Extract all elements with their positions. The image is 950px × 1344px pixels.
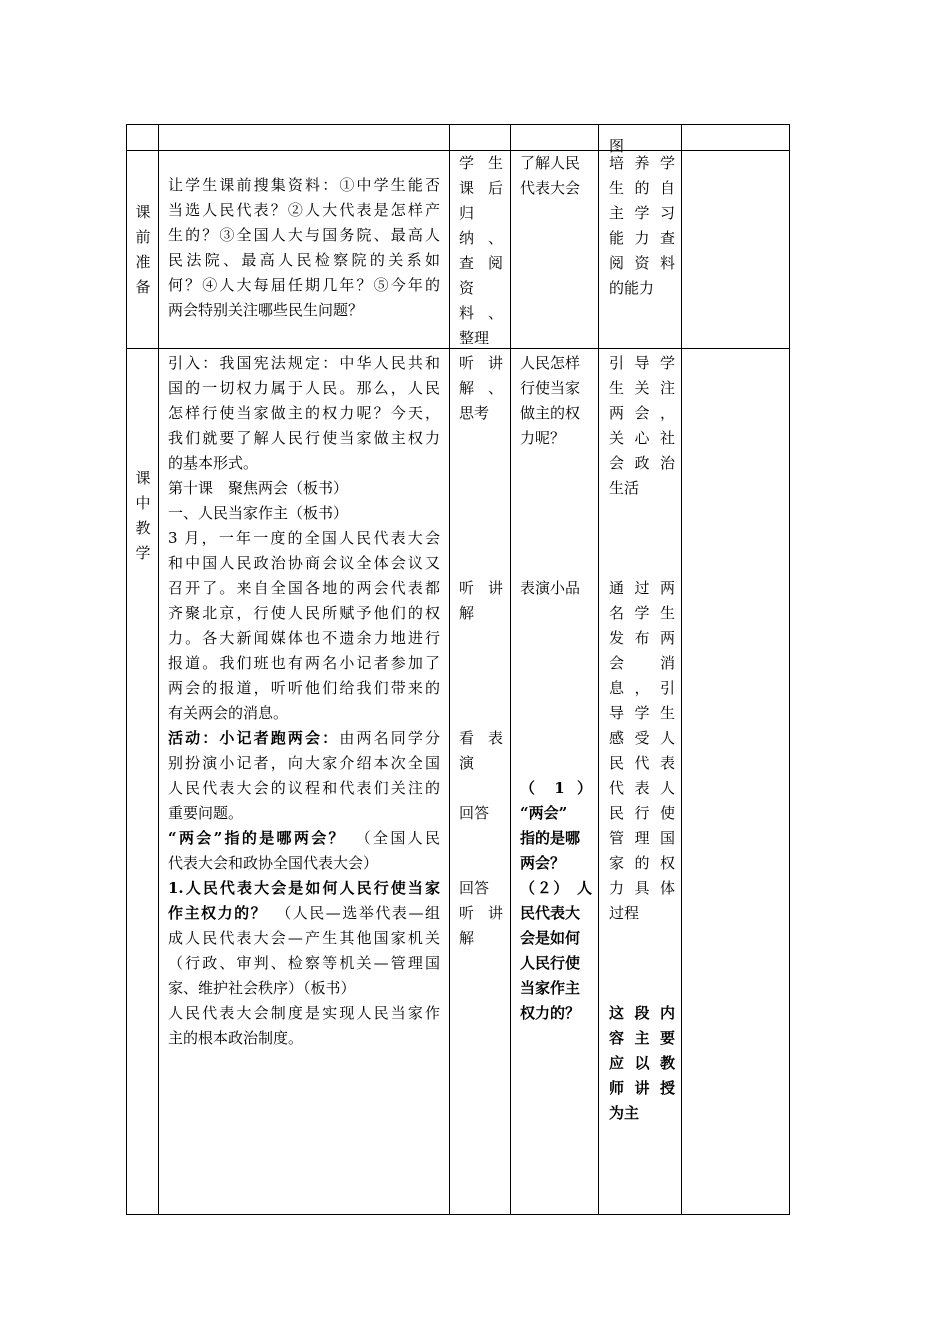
row2-student-line: 演 (459, 754, 475, 772)
row2-content-line: 主的根本政治制度。 (168, 1029, 304, 1047)
row2-student-block (459, 576, 503, 626)
row2-label-text: 课中教学 (135, 469, 151, 562)
row1-student-line: 课 后 (459, 179, 503, 197)
row2-intent-line: 代 表 人 (609, 779, 675, 797)
row2-content-line (168, 876, 440, 901)
row1-intent-line: 的能力 (609, 279, 655, 297)
row2-student-block (459, 801, 503, 826)
row2-goal-line: 当家作主 (520, 979, 581, 997)
row1-content-line: 民法院、最高人民检察院的关系如 (168, 251, 440, 269)
row2-student-line: 听 讲 (459, 354, 503, 372)
row2-content-line: 一、人民当家作主（板书） (168, 504, 349, 522)
row2-goal-line: “两会” (520, 804, 568, 822)
table-col-divider-1 (158, 124, 159, 1215)
row1-student-line: 归 (459, 204, 475, 222)
row1-intent-cell (609, 151, 675, 301)
row2-content-line (168, 901, 440, 926)
row2-intent-line: 生 关 注 (609, 379, 675, 397)
row2-goal-block (520, 876, 592, 1026)
row2-content-line: 和中国人民政治协商会议全体会议又 (168, 554, 440, 572)
row2-intent-block (609, 576, 675, 926)
row1-content-line: 当选人民代表？②人大代表是怎样产 (168, 201, 440, 219)
row2-content-line: 引入：我国宪法规定：中华人民共和 (168, 354, 440, 372)
row2-goal-block (520, 576, 592, 601)
row2-content-line: 国的一切权力属于人民。那么，人民 (168, 379, 440, 397)
row2-goal-line: 力呢？ (520, 429, 566, 447)
row2-intent-line: 力 具 体 (609, 879, 675, 897)
row2-content-line: 力。各大新闻媒体也不遗余力地进行 (168, 629, 440, 647)
row2-label (133, 466, 153, 566)
row1-student-line: 纳 、 (459, 229, 503, 247)
row2-content-line: 的基本形式。 (168, 454, 259, 472)
row2-goal-line: 民代表大 (520, 904, 581, 922)
row2-content-line: 第十课 聚焦两会（板书） (168, 479, 349, 497)
table-border-right (789, 124, 790, 1215)
row2-student-line: 回答 (459, 804, 490, 822)
row2-goal-line: 会是如何 (520, 929, 581, 947)
table-col-divider-5 (681, 124, 682, 1215)
row1-label (133, 200, 153, 300)
row2-content-line: 怎样行使当家做主的权力呢？今天， (168, 404, 440, 422)
row1-student-line: 查 阅 (459, 254, 503, 272)
row0-intent-text: 图 (609, 137, 625, 155)
row2-student-line: 看 表 (459, 729, 503, 747)
row2-content-line: 有关两会的消息。 (168, 704, 289, 722)
row2-content-line: 人民代表大会的议程和代表们关注的 (168, 779, 440, 797)
row1-content-line: 何？④人大每届任期几年？⑤今年的 (168, 276, 440, 294)
row1-intent-line: 阅 资 料 (609, 254, 675, 272)
row2-intent-line: 息 ， 引 (609, 679, 675, 697)
row2-intent-line: 应 以 教 (609, 1054, 675, 1072)
row2-intent-line: 为主 (609, 1104, 640, 1122)
table-col-divider-4 (598, 124, 599, 1215)
row1-intent-line: 生 的 自 (609, 179, 675, 197)
row2-goal-block (520, 776, 592, 876)
row2-intent-line: 过程 (609, 904, 640, 922)
row2-student-block (459, 351, 503, 426)
row1-content-line: 生的？③全国人大与国务院、最高人 (168, 226, 440, 244)
row2-content-line: （行政、审判、检察等机关—管理国 (168, 954, 440, 972)
row2-intent-block (609, 1001, 675, 1126)
row1-intent-line: 能 力 查 (609, 229, 675, 247)
table-row-divider-2 (126, 348, 790, 349)
row1-student-line: 料 、 (459, 304, 503, 322)
row2-goal-line: 行使当家 (520, 379, 581, 397)
row2-goal-line: 权力的？ (520, 1004, 581, 1022)
row2-goal-line: 人民行使 (520, 954, 581, 972)
row2-intent-line: 发 布 两 (609, 629, 675, 647)
row2-intent-block (609, 351, 675, 501)
row2-goal-line: 指的是哪 (520, 829, 581, 847)
row1-content-cell (168, 173, 440, 323)
row2-intent-line: 会 消 (609, 654, 675, 672)
row2-intent-line: 容 主 要 (609, 1029, 675, 1047)
row2-student-block (459, 876, 503, 951)
row1-content-line: 两会特别关注哪些民生问题？ (168, 301, 364, 319)
row2-goal-line: （２） 人 (520, 879, 592, 897)
row2-goal-line: （ 1 ） (520, 779, 592, 797)
row2-content-bold-text: “两会”指的是哪两会？ (168, 829, 346, 847)
row2-goal-line: 做主的权 (520, 404, 581, 422)
row2-content-rest-text: （人民—选举代表—组 (267, 904, 440, 922)
row2-intent-line: 师 讲 授 (609, 1079, 675, 1097)
row1-label-text: 课前准备 (135, 203, 151, 296)
row2-content-rest-text: （全国人民 (345, 829, 440, 847)
row2-intent-line: 这 段 内 (609, 1004, 675, 1022)
row1-student-line: 资 (459, 279, 475, 297)
row2-intent-line: 名 学 生 (609, 604, 675, 622)
row2-content-line: 两会的报道，听听他们给我们带来的 (168, 679, 440, 697)
row2-student-block (459, 726, 503, 776)
row1-intent-line: 培 养 学 (609, 154, 675, 172)
row2-student-line: 解 (459, 929, 475, 947)
row2-intent-line: 导 学 生 (609, 704, 675, 722)
row2-intent-line: 引 导 学 (609, 354, 675, 372)
row2-content-line: 3 月，一年一度的全国人民代表大会 (168, 529, 440, 547)
row2-content-line: 齐聚北京，行使人民所赋予他们的权 (168, 604, 440, 622)
row2-intent-line: 关 心 社 (609, 429, 675, 447)
row2-content-line: 重要问题。 (168, 804, 244, 822)
row2-content-line: 报道。我们班也有两名小记者参加了 (168, 654, 440, 672)
row2-content-line: 我们就要了解人民行使当家做主权力 (168, 429, 440, 447)
row2-content-bold-text: 作主权力的？ (168, 904, 268, 922)
row2-intent-line: 两 会 ， (609, 404, 675, 422)
row1-goal-cell (520, 151, 592, 201)
row1-content-line: 让学生课前搜集资料：①中学生能否 (168, 176, 440, 194)
table-row-divider-1 (126, 150, 790, 151)
row2-goal-line: 表演小品 (520, 579, 581, 597)
table-col-divider-3 (510, 124, 511, 1215)
row2-student-line: 听 讲 (459, 579, 503, 597)
row2-content-line: 召开了。来自全国各地的两会代表都 (168, 579, 440, 597)
row2-goal-line: 人民怎样 (520, 354, 581, 372)
row2-content-cell (168, 351, 440, 1051)
row2-goal-line: 两会？ (520, 854, 566, 872)
row2-content-line: 人民代表大会制度是实现人民当家作 (168, 1004, 440, 1022)
row1-goal-line: 了解人民 (520, 154, 581, 172)
row2-content-rest-text: 由两名同学分 (339, 729, 440, 747)
row2-intent-line: 家 的 权 (609, 854, 675, 872)
table-col-divider-2 (449, 124, 450, 1215)
table-border-top (126, 124, 790, 125)
row2-intent-line: 管 理 国 (609, 829, 675, 847)
row1-intent-line: 主 学 习 (609, 204, 675, 222)
row2-content-line (168, 826, 440, 851)
row2-content-line: 别扮演小记者，向大家介绍本次全国 (168, 754, 440, 772)
row2-content-bold-text: 活动：小记者跑两会： (168, 729, 340, 747)
row2-content-bold-text: 1.人民代表大会是如何人民行使当家 (168, 879, 440, 897)
row1-goal-line: 代表大会 (520, 179, 581, 197)
row2-intent-line: 通 过 两 (609, 579, 675, 597)
row2-student-line: 解 、 (459, 379, 503, 397)
row2-intent-line: 民 行 使 (609, 804, 675, 822)
row2-content-line: 家、维护社会秩序）（板书） (168, 979, 356, 997)
table-border-left (126, 124, 127, 1215)
row2-content-line (168, 726, 440, 751)
row1-student-line: 整理 (459, 329, 490, 347)
row2-goal-block (520, 351, 592, 451)
row1-student-line: 学 生 (459, 154, 503, 172)
row2-student-line: 思考 (459, 404, 490, 422)
row2-student-line: 听 讲 (459, 904, 503, 922)
row2-student-line: 解 (459, 604, 475, 622)
row2-intent-line: 会 政 治 (609, 454, 675, 472)
row2-intent-line: 民 代 表 (609, 754, 675, 772)
row2-student-line: 回答 (459, 879, 490, 897)
row2-content-line: 代表大会和政协全国代表大会） (168, 854, 379, 872)
row1-student-activity-cell (459, 151, 503, 351)
row2-intent-line: 生活 (609, 479, 640, 497)
row2-content-line: 成人民代表大会—产生其他国家机关 (168, 929, 440, 947)
row2-intent-line: 感 受 人 (609, 729, 675, 747)
table-border-bottom (126, 1214, 790, 1215)
